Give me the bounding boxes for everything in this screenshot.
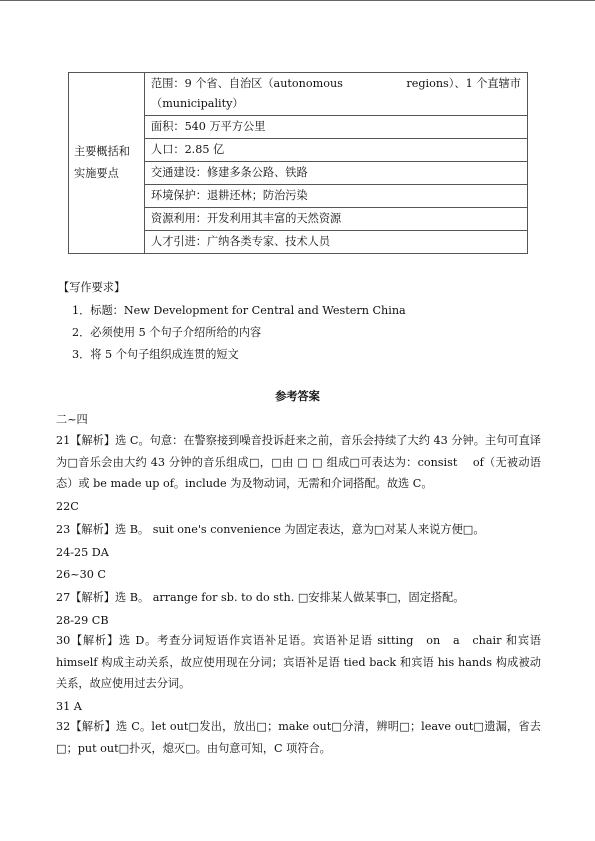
requirement-item-1: 1．标题：New Development for Central and Western China [72,304,406,317]
table-left-label: 主要概括和实施要点 [69,73,145,254]
requirement-item-2: 2．必须使用 5 个句子介绍所给的内容 [72,326,262,339]
answer-26-30: 26~30 C [56,568,106,581]
scope-text-left: 范围：9 个省、自治区（autonomous [151,77,343,90]
info-table [68,72,528,254]
table-row-environment: 环境保护：退耕还林；防治污染 [145,185,528,208]
table-row-resources: 资源利用：开发利用其丰富的天然资源 [145,208,528,231]
answer-32: 32【解析】选 C。let out□发出，放出□；make out□分清，辨明□；leave out□遗漏，省去□；put out□扑灭，熄灭□。由句意可知，C 项符合。 [56,720,541,755]
answer-23: 23【解析】选 B。 suit one's convenience 为固定表达，意为□对某人来说方便□。 [56,523,485,536]
answer-31: 31 A [56,700,82,713]
scope-text-line2: （municipality） [151,97,244,110]
answer-21: 21【解析】选 C。句意：在警察接到噪音投诉赶来之前，音乐会持续了大约 43 分钟。主句可直译为□音乐会由大约 43 分钟的音乐组成□，□由 □ □ 组成□可表达为：consist of（无被动语态）或 be made up of。include 为及物动词，无需和介词搭配。故选 C。 [56,434,541,490]
table-row-area: 面积：540 万平方公里 [145,116,528,139]
table-row-scope [145,73,528,116]
answer-range-label: 二~四 [56,413,88,426]
page-top-rule [0,0,595,1]
requirements-heading: 【写作要求】 [58,281,126,294]
answer-30: 30【解析】选 D。考查分词短语作宾语补足语。宾语补足语 sitting on a chair 和宾语 himself 构成主动关系，故应使用现在分词；宾语补足语 tied back 和宾语 his hands 构成被动关系，故应使用过去分词。 [56,634,541,690]
scope-text-right: regions）、1 个直辖市 [406,77,521,90]
table-row-talent: 人才引进：广纳各类专家、技术人员 [145,231,528,254]
answer-24-25: 24-25 DA [56,546,109,559]
answer-section-title: 参考答案 [275,389,320,403]
answer-22: 22C [56,500,79,513]
table-row-transport: 交通建设：修建多条公路、铁路 [145,162,528,185]
answer-27: 27【解析】选 B。 arrange for sb. to do sth. □安排某人做某事□，固定搭配。 [56,591,465,604]
requirement-item-3: 3．将 5 个句子组织成连贯的短文 [72,348,239,361]
table-row-population: 人口：2.85 亿 [145,139,528,162]
answer-28-29: 28-29 CB [56,614,109,627]
